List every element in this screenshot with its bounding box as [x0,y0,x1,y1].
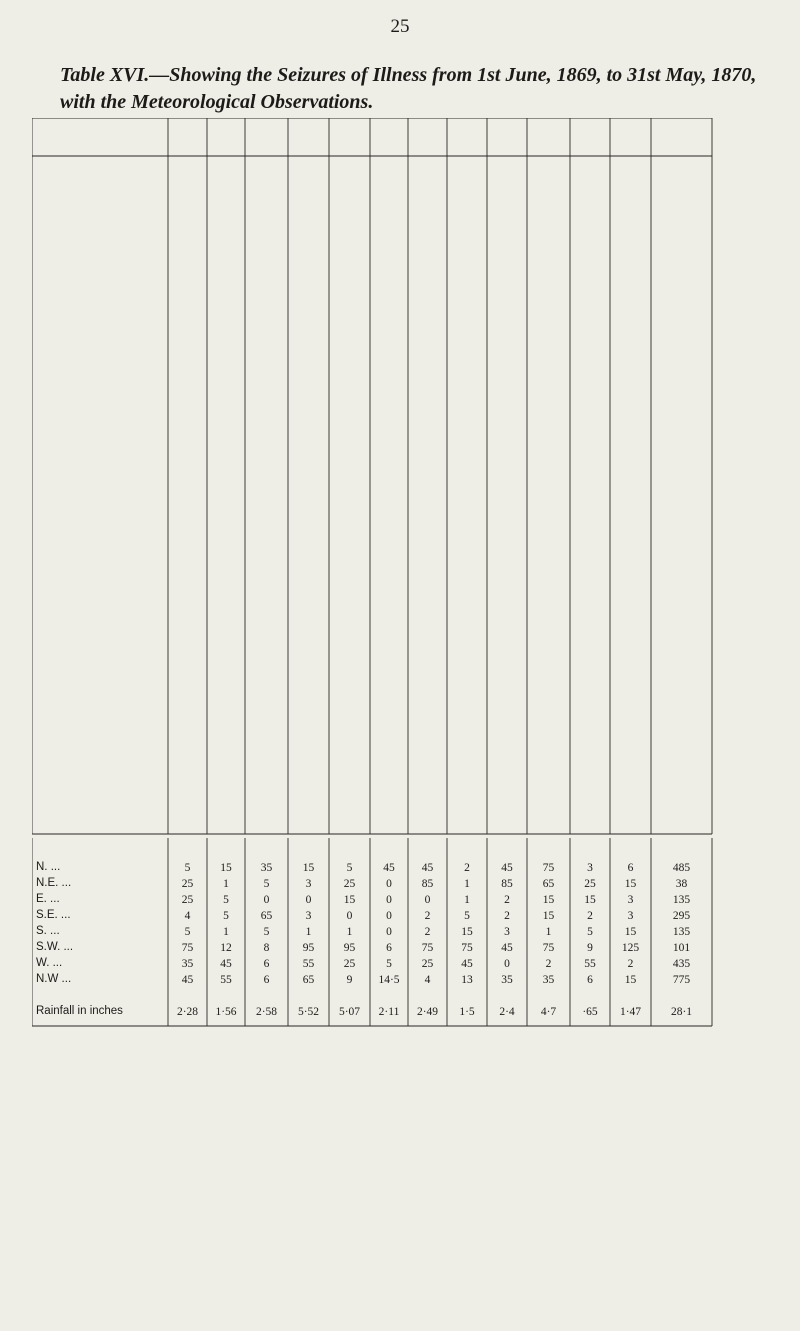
wind-cell: 0 [305,894,312,906]
wind-cell: 35 [542,974,555,986]
wind-cell: 45 [421,862,434,874]
wind-cell: 1 [464,878,470,890]
wind-cell: 1 [464,894,470,906]
wind-row-label: N. ... [36,861,61,873]
wind-cell: 12 [220,942,232,954]
wind-cell: 25 [343,878,356,890]
wind-total: 295 [672,910,691,922]
wind-cell: 25 [584,878,596,890]
wind-cell: 15 [584,894,596,906]
wind-cell: 0 [424,894,431,906]
wind-cell: 1 [346,926,353,938]
wind-cell: 45 [501,942,513,954]
wind-cell: 85 [421,878,434,890]
wind-total: 135 [672,894,691,906]
wind-cell: 35 [260,862,273,874]
wind-cell: 3 [627,894,634,906]
wind-cell: 15 [624,878,637,890]
wind-cell: 95 [302,942,315,954]
wind-cell: 5 [263,926,270,938]
wind-cell: 75 [542,942,555,954]
wind-cell: 4 [184,910,191,922]
wind-cell: 4 [424,974,431,986]
rainfall-cell: 2·11 [378,1006,400,1018]
wind-cell: 0 [386,894,392,906]
wind-cell: 95 [343,942,356,954]
wind-total: 38 [675,878,688,890]
wind-cell: 15 [624,974,637,986]
wind-cell: 75 [461,942,473,954]
rainfall-cell: 2·49 [416,1006,439,1018]
wind-cell: 65 [260,910,273,922]
rainfall-total: 28·1 [670,1006,693,1018]
wind-cell: 75 [542,862,555,874]
wind-cell: 5 [223,910,229,922]
wind-cell: 6 [386,942,392,954]
wind-cell: 15 [461,926,473,938]
wind-cell: 2 [424,926,431,938]
page-number: 25 [390,16,410,37]
wind-cell: 14·5 [378,974,400,986]
wind-cell: 3 [627,910,634,922]
wind-cell: 5 [386,958,392,970]
wind-cell: 0 [386,910,392,922]
wind-row-label: N.W ... [36,973,72,985]
wind-cell: 85 [501,878,513,890]
wind-cell: 3 [504,926,510,938]
wind-row-label: E. ... [36,893,60,905]
wind-cell: 65 [302,974,315,986]
wind-cell: 2 [627,958,634,970]
wind-cell: 5 [184,862,191,874]
rainfall-cell: 1·47 [619,1006,642,1018]
wind-cell: 5 [346,862,353,874]
wind-cell: 0 [386,878,392,890]
wind-cell: 55 [302,958,315,970]
wind-cell: 65 [542,878,555,890]
wind-cell: 15 [624,926,637,938]
wind-cell: 45 [220,958,232,970]
wind-cell: 6 [627,862,634,874]
wind-row-label: S.W. ... [36,941,74,953]
wind-cell: 9 [587,942,593,954]
wind-total: 775 [672,974,691,986]
wind-cell: 75 [181,942,194,954]
wind-cell: 35 [501,974,513,986]
wind-cell: 1 [223,926,229,938]
wind-cell: 1 [545,926,552,938]
table-grid [32,118,782,838]
seizures-table [32,118,782,838]
wind-cell: 3 [305,910,312,922]
wind-cell: 5 [184,926,191,938]
wind-cell: 15 [542,910,555,922]
wind-cell: 2 [587,910,593,922]
wind-cell: 2 [504,910,510,922]
wind-cell: 0 [346,910,353,922]
wind-cell: 0 [504,958,510,970]
wind-total: 485 [672,862,691,874]
wind-cell: 6 [263,974,270,986]
wind-cell: 75 [421,942,434,954]
wind-cell: 3 [305,878,312,890]
rainfall-cell: 5·07 [338,1006,361,1018]
wind-cell: 0 [386,926,392,938]
wind-total: 135 [672,926,691,938]
wind-cell: 15 [343,894,356,906]
wind-cell: 13 [461,974,473,986]
wind-cell: 45 [501,862,513,874]
wind-row-label: S.E. ... [36,909,71,921]
wind-cell: 2 [464,862,470,874]
wind-cell: 2 [545,958,552,970]
wind-cell: 2 [424,910,431,922]
wind-cell: 25 [421,958,434,970]
wind-cell: 8 [263,942,270,954]
wind-cell: 1 [305,926,312,938]
wind-cell: 35 [181,958,194,970]
wind-cell: 15 [302,862,315,874]
rainfall-cell: 2·58 [255,1006,278,1018]
wind-cell: 5 [587,926,593,938]
rainfall-cell: 5·52 [297,1006,320,1018]
wind-cell: 0 [263,894,270,906]
wind-total: 101 [672,942,691,954]
wind-cell: 5 [223,894,229,906]
wind-cell: 9 [346,974,353,986]
rainfall-cell: 2·4 [499,1006,515,1018]
wind-cell: 45 [461,958,473,970]
wind-row-label: S. ... [36,925,60,937]
wind-total: 435 [672,958,691,970]
rainfall-cell: 2·28 [176,1006,199,1018]
wind-cell: 55 [584,958,596,970]
wind-cell: 45 [383,862,395,874]
wind-cell: 1 [223,878,229,890]
wind-cell: 5 [464,910,470,922]
wind-cell: 5 [263,878,270,890]
rainfall-cell: 1·56 [215,1006,237,1018]
wind-row-label: W. ... [36,957,63,969]
rainfall-cell: 4·7 [540,1006,557,1018]
rainfall-cell: ·65 [582,1006,598,1018]
wind-cell: 45 [181,974,194,986]
wind-cell: 55 [220,974,232,986]
rainfall-cell: 1·5 [459,1006,475,1018]
table-caption: Table XVI.—Showing the Seizures of Illness from 1st June, 1869, to 31st May, 1870, with the Meteorological Observations. [60,64,757,113]
table-lower-section [32,838,782,1258]
wind-cell: 6 [587,974,593,986]
rainfall-label: Rainfall in inches [36,1005,123,1017]
wind-row-label: N.E. ... [36,877,72,889]
wind-cell: 25 [181,878,194,890]
wind-cell: 25 [343,958,356,970]
wind-cell: 25 [181,894,194,906]
wind-cell: 125 [621,942,640,954]
wind-cell: 3 [587,862,593,874]
wind-cell: 2 [504,894,510,906]
wind-cell: 15 [542,894,555,906]
wind-cell: 15 [220,862,232,874]
wind-cell: 6 [263,958,270,970]
